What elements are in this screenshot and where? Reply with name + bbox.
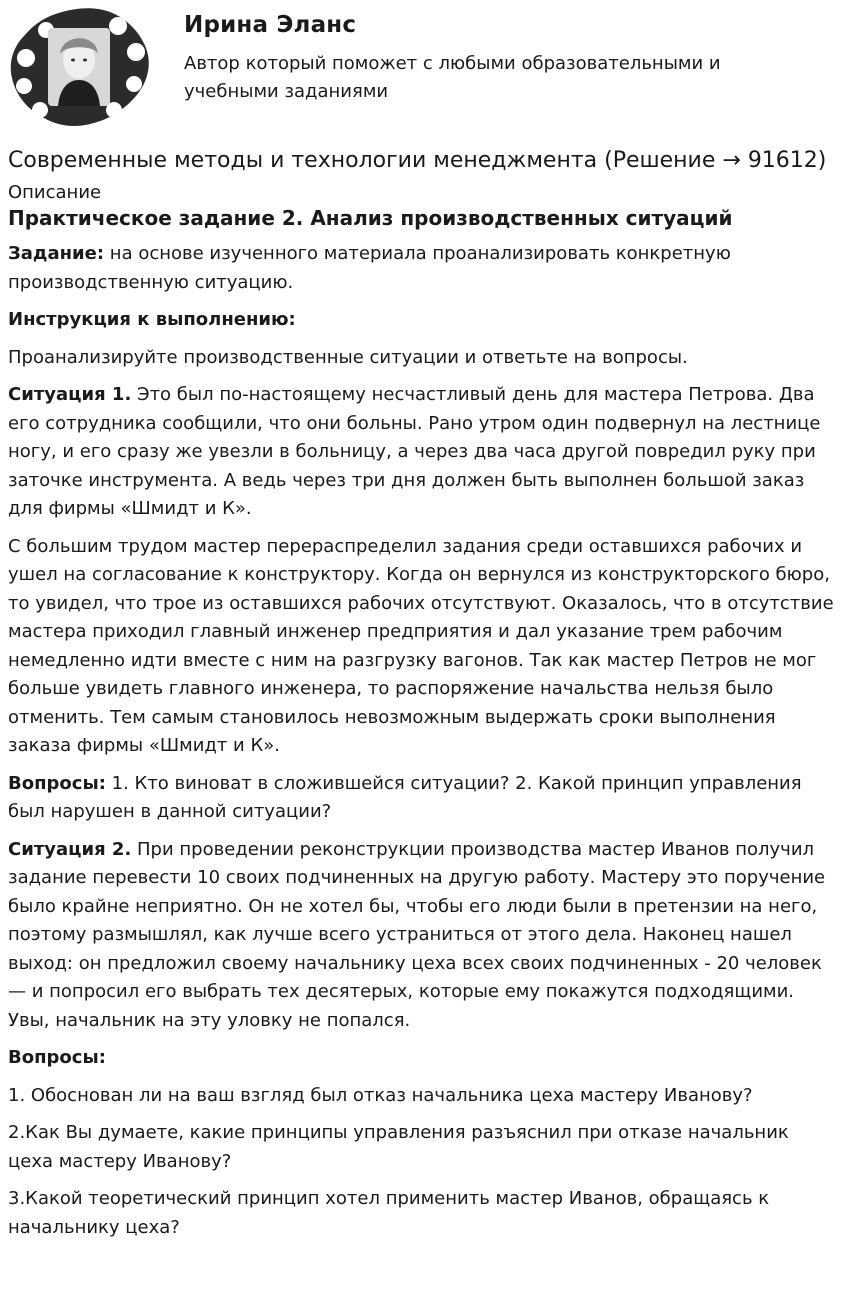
task-label: Задание:	[8, 243, 105, 264]
task-paragraph	[8, 240, 838, 297]
situation1-questions-text: 1. Кто виноват в сложившейся ситуации? 2. Какой принцип управления был нарушен в данной ситуации?	[8, 772, 802, 822]
situation2-text: При проведении реконструкции производства мастер Иванов получил задание перевести 10 своих подчиненных на другую работу. Мастеру это поручение было крайне неприятно. Он не хотел бы, чтобы его люди были в претензии на него, поэтому размышлял, как лучше всего устраниться от этого дела. Наконец нашел выход: он предложил своему начальнику цеха всех своих подчиненных - 20 человек — и попросил его выбрать тех десятерых, которые ему покажутся подходящими. Увы, начальник на эту уловку не попался.	[8, 838, 826, 1031]
instruction-text: Проанализируйте производственные ситуации и ответьте на вопросы.	[8, 346, 688, 368]
film-reel-avatar-icon	[6, 6, 152, 130]
author-header	[0, 0, 847, 140]
page-title: Современные методы и технологии менеджмента (Решение → 91612)	[8, 148, 827, 173]
situation1-paragraph	[8, 381, 838, 524]
document-content	[8, 146, 838, 1251]
instruction-label: Инструкция к выполнению:	[8, 309, 296, 330]
task-text: на основе изученного материала проанализировать конкретную производственную ситуацию.	[8, 243, 731, 293]
situation2-label: Ситуация 2.	[8, 838, 132, 860]
situation2-question-2: 2.Как Вы думаете, какие принципы управления разъяснил при отказе начальник цеха мастеру Иванову?	[8, 1122, 789, 1172]
situation2-question-3: 3.Какой теоретический принцип хотел применить мастер Иванов, обращаясь к начальнику цеха?	[8, 1188, 770, 1238]
author-avatar	[6, 6, 152, 130]
situation1-questions-label: Вопросы:	[8, 772, 106, 794]
instruction-label-paragraph	[8, 306, 838, 335]
author-name: Ирина Эланс	[184, 12, 357, 38]
description-label: Описание	[8, 182, 102, 203]
situation1-questions	[8, 770, 838, 827]
situation2-questions-label: Вопросы:	[8, 1047, 106, 1068]
situation2-paragraph	[8, 836, 838, 1036]
situation1-text2: С большим трудом мастер перераспределил задания среди оставшихся рабочих и ушел на согласование к конструктору. Когда он вернулся из конструкторского бюро, то увидел, что трое из оставшихся рабочих отсутствуют. Оказалось, что в отсутствие мастера приходил главный инженер предприятия и дал указание трем рабочим немедленно идти вместе с ним на разгрузку вагонов. Так как мастер Петров не мог больше увидеть главного инженера, то распоряжение начальства нельзя было отменить. Тем самым становилось невозможным выдержать сроки выполнения заказа фирмы «Шмидт и К».	[8, 535, 834, 756]
situation1-text: Это был по-настоящему несчастливый день для мастера Петрова. Два его сотрудника сообщили, что они больны. Рано утром один подвернул на лестнице ногу, и его сразу же увезли в больницу, а через два часа другой повредил руку при заточке инструмента. А ведь через три дня должен быть выполнен большой заказ для фирмы «Шмидт и К».	[8, 384, 821, 519]
task-title: Практическое задание 2. Анализ производственных ситуаций	[8, 206, 733, 230]
author-description: Автор который поможет с любыми образовательными и учебными заданиями	[184, 53, 721, 102]
situation2-questions-label-paragraph	[8, 1044, 838, 1073]
situation1-label: Ситуация 1.	[8, 384, 132, 405]
situation2-question-1: 1. Обоснован ли на ваш взгляд был отказ начальника цеха мастеру Иванову?	[8, 1084, 753, 1106]
